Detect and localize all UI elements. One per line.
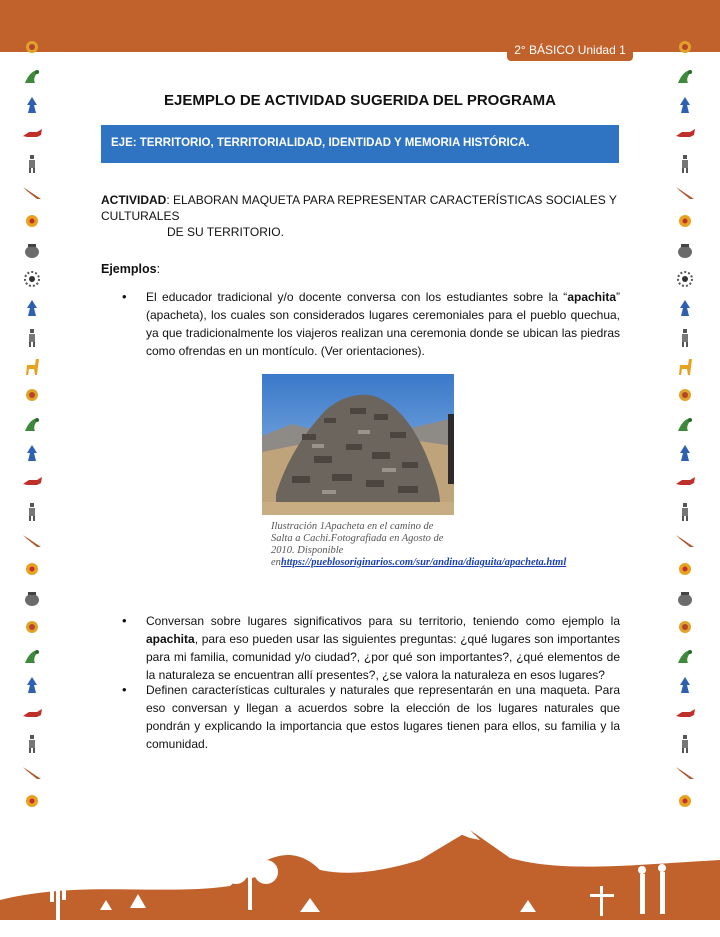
llama-icon xyxy=(21,355,43,377)
sun-icon xyxy=(674,36,696,58)
activity-label: ACTIVIDAD xyxy=(101,193,167,207)
bullet1-post: ” (apacheta), los cuales son considerados lugares ceremoniales para el pueblo quechua, ya que tradicionalmente los viajeros realizan una ceremonia donde se ubican las piedras como ofrendas en un montículo. (Ver orientaciones). xyxy=(146,290,620,358)
bullet-item-1 xyxy=(146,288,620,360)
photo-caption xyxy=(271,521,567,569)
condor-icon xyxy=(674,529,696,551)
bullet2-bold: apachita xyxy=(146,632,195,646)
person-icon xyxy=(674,500,696,522)
fox-icon xyxy=(21,703,43,725)
sun-icon xyxy=(21,616,43,638)
examples-heading-text: Ejemplos xyxy=(101,262,157,276)
activity-block xyxy=(101,192,631,240)
apacheta-photo xyxy=(262,374,454,515)
flower-icon xyxy=(674,558,696,580)
right-ornament-column xyxy=(671,36,699,819)
fox-icon xyxy=(21,471,43,493)
sun-icon xyxy=(21,384,43,406)
condor-icon xyxy=(21,761,43,783)
figure-icon xyxy=(674,297,696,319)
caption-link[interactable]: https://pueblosoriginarios.com/sur/andina/diaguita/apacheta.html xyxy=(280,557,567,568)
sun-icon xyxy=(21,36,43,58)
flower-icon xyxy=(21,558,43,580)
star-icon xyxy=(674,268,696,290)
activity-line-2: DE SU TERRITORIO. xyxy=(167,225,284,239)
flower-icon xyxy=(674,210,696,232)
activity-line-1: : ELABORAN MAQUETA PARA REPRESENTAR CARACTERÍSTICAS SOCIALES Y CULTURALES xyxy=(101,193,617,223)
bullet2-pre: Conversan sobre lugares significativos para su territorio, teniendo como ejemplo la xyxy=(146,614,620,628)
bird-icon xyxy=(21,413,43,435)
bird-icon xyxy=(674,413,696,435)
bullet-item-2 xyxy=(146,612,620,684)
person-icon xyxy=(674,326,696,348)
person-icon xyxy=(21,500,43,522)
bullet1-bold: apachita xyxy=(567,290,616,304)
person-icon xyxy=(21,152,43,174)
caption-text: Ilustración 1Apacheta en el camino de Salta a Cachi.Fotografiada en Agosto de 2010. Disponible en xyxy=(271,521,444,568)
condor-icon xyxy=(674,761,696,783)
person-icon xyxy=(21,326,43,348)
bullet1-pre: El educador tradicional y/o docente conversa con los estudiantes sobre la “ xyxy=(146,290,568,304)
bullet2-post: , para eso pueden usar las siguientes preguntas: ¿qué lugares son importantes para mi familia, comunidad y/o ciudad?, ¿por qué son importantes?, ¿qué elementos de la naturaleza se encuentran allí presentes?, ¿se valora la naturaleza en esos lugares? xyxy=(146,632,620,682)
condor-icon xyxy=(21,181,43,203)
bullet-item-3: • Definen características culturales y naturales que representarán en una maqueta. Para eso conversan y llegan a acuerdos sobre la elección de los lugares naturales que pondrán y explicando la importancia que estos lugares tienen para ellos, su familia y la comunidad. xyxy=(146,681,620,753)
condor-icon xyxy=(674,181,696,203)
person-icon xyxy=(674,732,696,754)
figure-icon xyxy=(674,442,696,464)
footer-landscape xyxy=(0,800,720,932)
pot-icon xyxy=(674,239,696,261)
figure-icon xyxy=(674,674,696,696)
person-icon xyxy=(674,152,696,174)
pot-icon xyxy=(674,587,696,609)
page-title: EJEMPLO DE ACTIVIDAD SUGERIDA DEL PROGRAMA xyxy=(164,92,556,109)
flower-icon xyxy=(21,210,43,232)
unit-badge: 2° BÁSICO Unidad 1 xyxy=(507,40,633,61)
sun-icon xyxy=(674,384,696,406)
figure-icon xyxy=(21,442,43,464)
pot-icon xyxy=(21,587,43,609)
bird-icon xyxy=(21,65,43,87)
figure-icon xyxy=(21,674,43,696)
examples-heading xyxy=(101,262,160,276)
fox-icon xyxy=(674,123,696,145)
fox-icon xyxy=(21,123,43,145)
llama-icon xyxy=(674,355,696,377)
bird-icon xyxy=(674,65,696,87)
fox-icon xyxy=(674,471,696,493)
fox-icon xyxy=(674,703,696,725)
bird-icon xyxy=(21,645,43,667)
pot-icon xyxy=(21,239,43,261)
star-icon xyxy=(21,268,43,290)
figure-icon xyxy=(21,297,43,319)
examples-colon: : xyxy=(156,262,161,276)
axis-banner xyxy=(101,125,619,163)
person-icon xyxy=(21,732,43,754)
condor-icon xyxy=(21,529,43,551)
axis-text: EJE: TERRITORIO, TERRITORIALIDAD, IDENTIDAD Y MEMORIA HISTÓRICA. xyxy=(111,137,530,149)
bird-icon xyxy=(674,645,696,667)
sun-icon xyxy=(674,616,696,638)
left-ornament-column xyxy=(18,36,46,819)
